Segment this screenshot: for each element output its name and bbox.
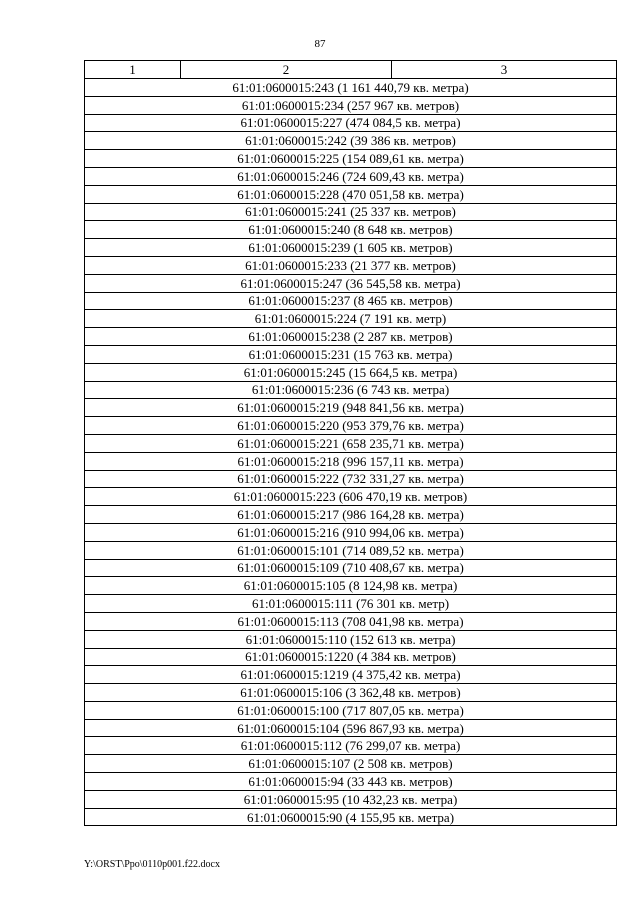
- table-row: [85, 648, 617, 666]
- cadastral-entry-cell: 61:01:0600015:222 (732 331,27 кв. метра): [85, 470, 617, 488]
- table-row: [85, 719, 617, 737]
- cadastral-entry-cell: 61:01:0600015:243 (1 161 440,79 кв. метра): [85, 79, 617, 97]
- table-body: [85, 79, 617, 826]
- cadastral-table: [84, 60, 617, 826]
- table-row: [85, 381, 617, 399]
- table-row: [85, 310, 617, 328]
- cadastral-entry-cell: 61:01:0600015:236 (6 743 кв. метра): [85, 381, 617, 399]
- cadastral-entry-cell: 61:01:0600015:105 (8 124,98 кв. метра): [85, 577, 617, 595]
- cadastral-entry-cell: 61:01:0600015:95 (10 432,23 кв. метра): [85, 790, 617, 808]
- table-row: [85, 79, 617, 97]
- table-row: [85, 773, 617, 791]
- cadastral-entry-cell: 61:01:0600015:219 (948 841,56 кв. метра): [85, 399, 617, 417]
- table-row: [85, 612, 617, 630]
- table-row: [85, 328, 617, 346]
- cadastral-entry-cell: 61:01:0600015:109 (710 408,67 кв. метра): [85, 559, 617, 577]
- cadastral-entry-cell: 61:01:0600015:218 (996 157,11 кв. метра): [85, 452, 617, 470]
- cadastral-entry-cell: 61:01:0600015:1220 (4 384 кв. метров): [85, 648, 617, 666]
- table-header-row: [85, 61, 617, 79]
- column-header-1: 1: [85, 61, 181, 79]
- table-row: [85, 577, 617, 595]
- table-row: [85, 221, 617, 239]
- column-header-3: 3: [392, 61, 617, 79]
- table-row: [85, 470, 617, 488]
- cadastral-entry-cell: 61:01:0600015:104 (596 867,93 кв. метра): [85, 719, 617, 737]
- table-row: [85, 790, 617, 808]
- table-row: [85, 666, 617, 684]
- cadastral-entry-cell: 61:01:0600015:238 (2 287 кв. метров): [85, 328, 617, 346]
- table-row: [85, 630, 617, 648]
- table-row: [85, 132, 617, 150]
- table-row: [85, 541, 617, 559]
- table-row: [85, 150, 617, 168]
- table-row: [85, 684, 617, 702]
- table-row: [85, 345, 617, 363]
- cadastral-entry-cell: 61:01:0600015:221 (658 235,71 кв. метра): [85, 434, 617, 452]
- cadastral-entry-cell: 61:01:0600015:245 (15 664,5 кв. метра): [85, 363, 617, 381]
- page-number: 87: [314, 38, 326, 50]
- cadastral-entry-cell: 61:01:0600015:94 (33 443 кв. метров): [85, 773, 617, 791]
- table-row: [85, 239, 617, 257]
- table-row: [85, 363, 617, 381]
- table-row: [85, 399, 617, 417]
- cadastral-entry-cell: 61:01:0600015:224 (7 191 кв. метр): [85, 310, 617, 328]
- cadastral-entry-cell: 61:01:0600015:101 (714 089,52 кв. метра): [85, 541, 617, 559]
- table-row: [85, 114, 617, 132]
- cadastral-entry-cell: 61:01:0600015:110 (152 613 кв. метра): [85, 630, 617, 648]
- cadastral-entry-cell: 61:01:0600015:106 (3 362,48 кв. метров): [85, 684, 617, 702]
- table-row: [85, 559, 617, 577]
- cadastral-entry-cell: 61:01:0600015:227 (474 084,5 кв. метра): [85, 114, 617, 132]
- table-row: [85, 701, 617, 719]
- table-row: [85, 185, 617, 203]
- table-row: [85, 595, 617, 613]
- table-row: [85, 523, 617, 541]
- table-row: [85, 737, 617, 755]
- cadastral-entry-cell: 61:01:0600015:233 (21 377 кв. метров): [85, 256, 617, 274]
- cadastral-entry-cell: 61:01:0600015:234 (257 967 кв. метров): [85, 96, 617, 114]
- cadastral-entry-cell: 61:01:0600015:225 (154 089,61 кв. метра): [85, 150, 617, 168]
- cadastral-entry-cell: 61:01:0600015:220 (953 379,76 кв. метра): [85, 417, 617, 435]
- cadastral-entry-cell: 61:01:0600015:242 (39 386 кв. метров): [85, 132, 617, 150]
- table-row: [85, 417, 617, 435]
- cadastral-entry-cell: 61:01:0600015:231 (15 763 кв. метра): [85, 345, 617, 363]
- cadastral-entry-cell: 61:01:0600015:241 (25 337 кв. метров): [85, 203, 617, 221]
- cadastral-entry-cell: 61:01:0600015:223 (606 470,19 кв. метров): [85, 488, 617, 506]
- table-row: [85, 808, 617, 826]
- table-row: [85, 488, 617, 506]
- cadastral-entry-cell: 61:01:0600015:112 (76 299,07 кв. метра): [85, 737, 617, 755]
- cadastral-entry-cell: 61:01:0600015:228 (470 051,58 кв. метра): [85, 185, 617, 203]
- cadastral-entry-cell: 61:01:0600015:90 (4 155,95 кв. метра): [85, 808, 617, 826]
- table-row: [85, 167, 617, 185]
- table-row: [85, 256, 617, 274]
- cadastral-entry-cell: 61:01:0600015:217 (986 164,28 кв. метра): [85, 506, 617, 524]
- table-row: [85, 452, 617, 470]
- cadastral-entry-cell: 61:01:0600015:113 (708 041,98 кв. метра): [85, 612, 617, 630]
- cadastral-entry-cell: 61:01:0600015:1219 (4 375,42 кв. метра): [85, 666, 617, 684]
- column-header-2: 2: [181, 61, 392, 79]
- cadastral-entry-cell: 61:01:0600015:246 (724 609,43 кв. метра): [85, 167, 617, 185]
- cadastral-entry-cell: 61:01:0600015:111 (76 301 кв. метр): [85, 595, 617, 613]
- cadastral-entry-cell: 61:01:0600015:107 (2 508 кв. метров): [85, 755, 617, 773]
- table-row: [85, 292, 617, 310]
- cadastral-entry-cell: 61:01:0600015:239 (1 605 кв. метров): [85, 239, 617, 257]
- table-row: [85, 203, 617, 221]
- table-row: [85, 274, 617, 292]
- cadastral-entry-cell: 61:01:0600015:100 (717 807,05 кв. метра): [85, 701, 617, 719]
- footer-file-path: Y:\ORST\Ppo\0110p001.f22.docx: [84, 859, 220, 870]
- cadastral-entry-cell: 61:01:0600015:247 (36 545,58 кв. метра): [85, 274, 617, 292]
- cadastral-entry-cell: 61:01:0600015:237 (8 465 кв. метров): [85, 292, 617, 310]
- table-row: [85, 755, 617, 773]
- table-row: [85, 506, 617, 524]
- table-row: [85, 96, 617, 114]
- cadastral-entry-cell: 61:01:0600015:216 (910 994,06 кв. метра): [85, 523, 617, 541]
- cadastral-entry-cell: 61:01:0600015:240 (8 648 кв. метров): [85, 221, 617, 239]
- table-row: [85, 434, 617, 452]
